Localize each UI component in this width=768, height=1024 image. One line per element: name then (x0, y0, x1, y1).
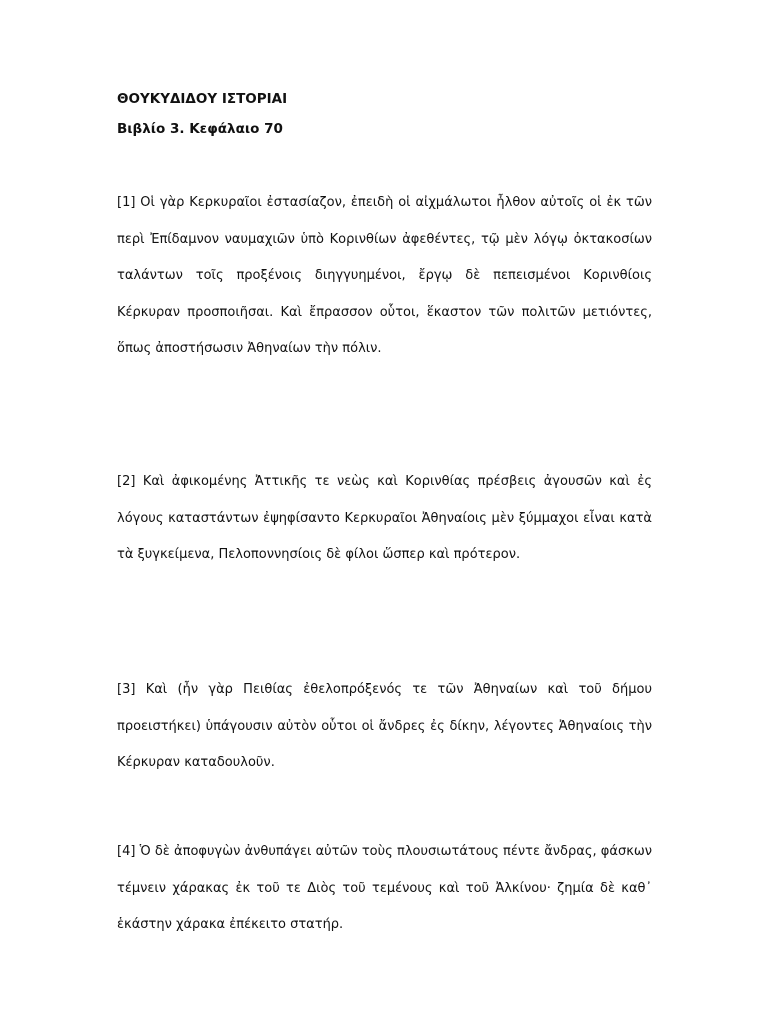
paragraph-1: [1] Οἱ γὰρ Κερκυραῖοι ἐστασίαζον, ἐπειδὴ οἱ αἰχμάλωτοι ἦλθον αὐτοῖς οἱ ἐκ τῶν περὶ Ἐπίδαμνον ναυμαχιῶν ὑπὸ Κορινθίων ἀφεθέντες, τῷ μὲν λόγῳ ὀκτακοσίων ταλάντων τοῖς προξένοις διηγγυημένοι, ἔργῳ δὲ πεπεισμένοι Κορινθίοις Κέρκυραν προσποιῆσαι. Καὶ ἔπρασσον οὗτοι, ἕκαστον τῶν πολιτῶν μετιόντες, ὅπως ἀποστήσωσιν Ἀθηναίων τὴν πόλιν. (117, 195, 652, 356)
paragraph-3: [3] Καὶ (ἦν γὰρ Πειθίας ἐθελοπρόξενός τε τῶν Ἀθηναίων καὶ τοῦ δήμου προειστήκει) ὑπάγουσιν αὐτὸν οὗτοι οἱ ἄνδρες ἐς δίκην, λέγοντες Ἀθηναίοις τὴν Κέρκυραν καταδουλοῦν. (117, 682, 652, 770)
paragraph-2: [2] Καὶ ἀφικομένης Ἀττικῆς τε νεὼς καὶ Κορινθίας πρέσβεις ἀγουσῶν καὶ ἐς λόγους καταστάντων ἐψηφίσαντο Κερκυραῖοι Ἀθηναίοις μὲν ξύμμαχοι εἶναι κατὰ τὰ ξυγκείμενα, Πελοποννησίοις δὲ φίλοι ὥσπερ καὶ πρότερον. (117, 474, 652, 562)
document-subtitle: Βιβλίο 3. Κεφάλαιο 70 (117, 121, 283, 137)
document-title: ΘΟΥΚΥΔΙΔΟΥ ΙΣΤΟΡΙΑΙ (117, 91, 288, 107)
paragraph-4: [4] Ὁ δὲ ἀποφυγὼν ἀνθυπάγει αὐτῶν τοὺς πλουσιωτάτους πέντε ἄνδρας, φάσκων τέμνειν χάρακας ἐκ τοῦ τε Διὸς τοῦ τεμένους καὶ τοῦ Ἀλκίνου· ζημία δὲ καθ᾽ ἑκάστην χάρακα ἐπέκειτο στατήρ. (117, 844, 652, 932)
